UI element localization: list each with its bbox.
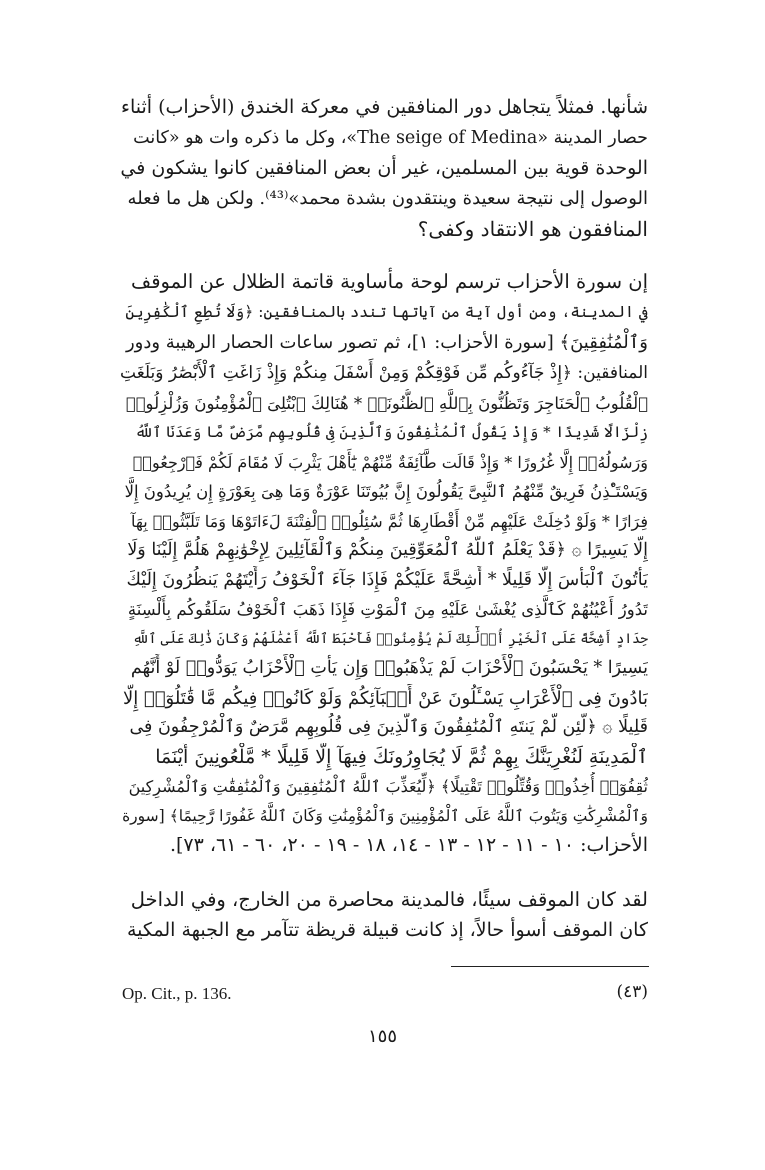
quran-line: ٱلْمَدِينَةِ لَنُغْرِيَنَّكَ بِهِمْ ثُمَّ لَا يُجَاوِرُونَكَ فِيهَآ إِلَّا قَلِيلًا * مَّلْعُونِينَ أَيْنَمَا — [155, 745, 648, 768]
quran-line: بَادُونَ فِى ٱلْأَعْرَابِ يَسْـَٔلُونَ عَنْ أَنۢبَآئِكُمْ وَلَوْ كَانُوا۟ فِيكُم مَّا قَٰتَلُوٓا۟ إِلَّا — [122, 687, 648, 709]
text-line: إن سورة الأحزاب ترسم لوحة مأساوية قاتمة الظلال عن الموقف — [131, 269, 648, 293]
text-line: حصار المدينة «The seige of Medina»، وكل ما ذكره وات هو «كانت — [133, 127, 648, 148]
quran-line: فِرَارًا * وَلَوْ دُخِلَتْ عَلَيْهِم مِّنْ أَقْطَارِهَا ثُمَّ سُئِلُوا۟ ٱلْفِتْنَةَ لَءَاتَوْهَا وَمَا تَلَبَّثُوا۟ بِهَآ — [131, 511, 648, 531]
paragraph-2 — [120, 267, 648, 389]
text-line: الوحدة قوية بين المسلمين، غير أن بعض المنافقين كانوا يشكون في — [120, 157, 648, 179]
text-line: المنافقون هو الانتقاد وكفى؟ — [417, 217, 648, 241]
quran-quote-block — [120, 389, 648, 861]
text-line: شأنها. فمثلاً يتجاهل دور المنافقين في معركة الخندق (الأحزاب) أثناء — [121, 96, 648, 118]
quran-line: ثُقِفُوٓا۟ أُخِذُوا۟ وَقُتِّلُوا۟ تَقْتِيلًا﴾ ﴿لِّيُعَذِّبَ ٱللَّهُ ٱلْمُنَٰفِقِينَ وَٱلْمُنَٰفِقَٰتِ وَٱلْمُشْرِكِينَ — [128, 777, 648, 796]
paragraph-3 — [120, 885, 648, 946]
footnote-citation: Op. Cit., p. 136. — [122, 984, 232, 1003]
paragraph-1 — [120, 92, 648, 245]
quran-line: تَدُورُ أَعْيُنُهُمْ كَٱلَّذِى يُغْشَىٰ عَلَيْهِ مِنَ ٱلْمَوْتِ فَإِذَا ذَهَبَ ٱلْخَوْفُ سَلَقُوكُم بِأَلْسِنَةٍ — [127, 600, 648, 619]
footnote-number: (٤٣) — [616, 982, 648, 1002]
text-line: وَٱلْمُنَٰفِقِينَ﴾ [سورة الأحزاب: ١]، ثم تصور ساعات الحصار الرهيبة ودور — [125, 331, 648, 353]
text-line: الوصول إلى نتيجة سعيدة وينتقدون بشدة محمد»⁽⁴³⁾. ولكن هل ما فعله — [127, 187, 648, 209]
quran-line: يَسِيرًا * يَحْسَبُونَ ٱلْأَحْزَابَ لَمْ يَذْهَبُوا۟ وَإِن يَأْتِ ٱلْأَحْزَابُ يَوَدُّوا۟ لَوْ أَنَّهُم — [130, 658, 648, 678]
page-number: ١٥٥ — [367, 1026, 397, 1047]
quran-line: الأحزاب: ١٠ - ١١ - ١٢ - ١٣ - ١٤، ١٨ - ١٩ - ٢٠، ٦٠ - ٦١، ٧٣]. — [169, 834, 648, 856]
quran-line: إِلَّا يَسِيرًا ۞ ﴿قَدْ يَعْلَمُ ٱللَّهُ ٱلْمُعَوِّقِينَ مِنكُمْ وَٱلْقَآئِلِينَ لِإِخْوَٰنِهِمْ هَلُمَّ إِلَيْنَا وَلَا — [127, 540, 648, 560]
page-body — [120, 92, 648, 946]
quran-line: وَٱلْمُشْرِكَٰتِ وَيَتُوبَ ٱللَّهُ عَلَى ٱلْمُؤْمِنِينَ وَٱلْمُؤْمِنَٰتِ وَكَانَ ٱللَّهُ غَفُورًا رَّحِيمًا﴾ [سورة — [122, 806, 648, 825]
text-line: كان الموقف أسوأ حالاً، إذ كانت قبيلة قريظة تتآمر مع الجبهة المكية — [126, 919, 648, 941]
text-line: في المدينة، ومن أول آية من آياتها تندد بالمنافقين: ﴿وَلَا تُطِعِ ٱلْكَٰفِرِينَ — [125, 303, 648, 321]
text-line: المنافقين: ﴿إِذْ جَآءُوكُم مِّن فَوْقِكُمْ وَمِنْ أَسْفَلَ مِنكُمْ وَإِذْ زَاغَتِ ٱلْأَبْصَٰرُ وَبَلَغَتِ — [120, 363, 648, 383]
quran-line: قَلِيلًا ۞ ﴿لَّئِن لَّمْ يَنتَهِ ٱلْمُنَٰفِقُونَ وَٱلَّذِينَ فِى قُلُوبِهِم مَّرَضٌ وَٱلْمُرْجِفُونَ فِى — [129, 717, 648, 737]
quran-line: يَأْتُونَ ٱلْبَأْسَ إِلَّا قَلِيلًا * أَشِحَّةً عَلَيْكُمْ فَإِذَا جَآءَ ٱلْخَوْفُ رَأَيْتَهُمْ يَنظُرُونَ إِلَيْكَ — [126, 569, 648, 590]
footnote — [122, 980, 648, 1010]
quran-line: وَيَسْتَـْٔذِنُ فَرِيقٌ مِّنْهُمُ ٱلنَّبِىَّ يَقُولُونَ إِنَّ بُيُوتَنَا عَوْرَةٌ وَمَا هِىَ بِعَوْرَةٍ إِن يُرِيدُونَ إِلَّا — [124, 482, 648, 501]
footnote-divider — [451, 966, 649, 967]
quran-line: حِدَادٍ أَشِحَّةً عَلَى ٱلْخَيْرِ أُو۟لَٰٓئِكَ لَمْ يُؤْمِنُوا۟ فَأَحْبَطَ ٱللَّهُ أَعْمَٰلَهُمْ وَكَانَ ذَٰلِكَ عَلَى ٱللَّهِ — [132, 630, 648, 647]
quran-line: وَرَسُولُهُۥٓ إِلَّا غُرُورًا * وَإِذْ قَالَت طَّآئِفَةٌ مِّنْهُمْ يَٰٓأَهْلَ يَثْرِبَ لَا مُقَامَ لَكُمْ فَٱرْجِعُوا۟ — [132, 452, 648, 472]
quran-line: ٱلْقُلُوبُ ٱلْحَنَاجِرَ وَتَظُنُّونَ بِٱللَّهِ ٱلظُّنُونَا۠ * هُنَالِكَ ٱبْتُلِىَ ٱلْمُؤْمِنُونَ وَزُلْزِلُوا۟ — [125, 393, 648, 413]
quran-line: زِلْزَالًا شَدِيدًا * وَإِذْ يَقُولُ ٱلْمُنَٰفِقُونَ وَٱلَّذِينَ فِى قُلُوبِهِم مَّرَضٌ مَّا وَعَدَنَا ٱللَّهُ — [135, 423, 648, 441]
text-line: لقد كان الموقف سيئًا، فالمدينة محاصرة من الخارج، وفي الداخل — [130, 887, 648, 911]
